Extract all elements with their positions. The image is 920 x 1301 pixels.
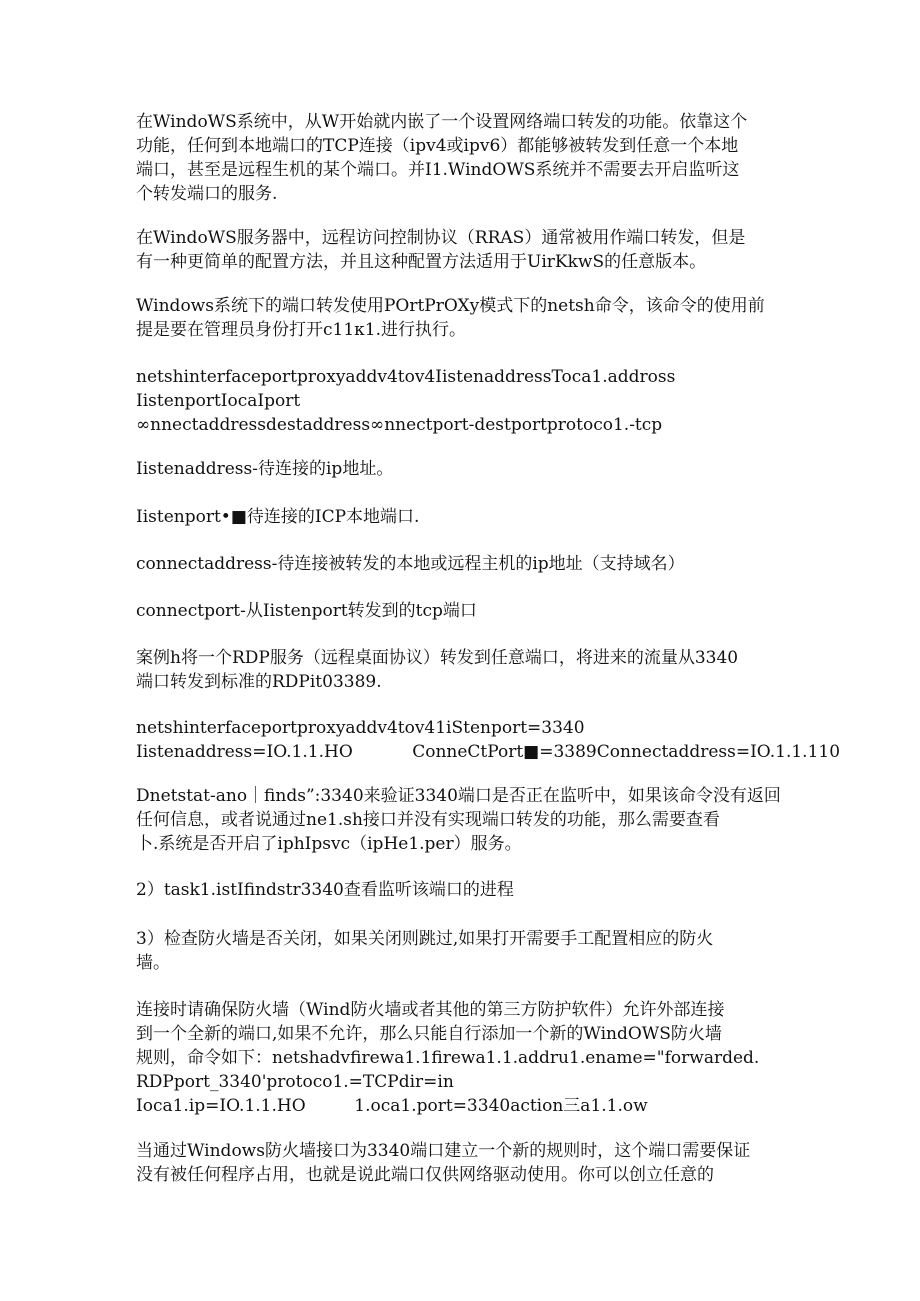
- text-line: 卜.系统是否开启了iphIpsvc（ipHe1.per）服务。: [136, 834, 522, 854]
- text-line: Iistenaddress-待连接的ip地址。: [136, 459, 394, 479]
- text-line: 2）task1.istIfindstr3340查看监听该端口的进程: [136, 880, 514, 900]
- text-line: 有一种更简单的配置方法，并且这种配置方法适用于UirKkwS的任意版本。: [136, 252, 707, 272]
- code-line: IistenportIocaIport: [136, 391, 301, 411]
- text-line: Windows系统下的端口转发使用POrtPrOXy模式下的netsh命令，该命令的使用前: [136, 296, 765, 316]
- code-line: Iistenaddress=IO.1.1.HO ConneCtPort■=3389Connectaddress=IO.1.1.110: [136, 742, 841, 762]
- text-line: 墙。: [136, 953, 170, 973]
- text-line: 没有被任何程序占用，也就是说此端口仅供网络驱动使用。你可以创立任意的: [136, 1165, 714, 1185]
- text-line: 任何信息，或者说通过ne1.sh接口并没有实现端口转发的功能，那么需要查看: [136, 810, 720, 830]
- text-line: Iistenport•■待连接的ICP本地端口.: [136, 507, 420, 527]
- text-line: 在WindoWS服务器中，远程访问控制协议（RRAS）通常被用作端口转发，但是: [136, 228, 746, 248]
- text-line: 个转发端口的服务.: [136, 184, 278, 204]
- text-line: 到一个全新的端口,如果不允许，那么只能自行添加一个新的WindOWS防火墙: [136, 1024, 722, 1044]
- text-line: connectport-从Iistenport转发到的tcp端口: [136, 601, 477, 621]
- code-line: netshinterfaceportproxyaddv4tov4IistenaddressToca1.addross: [136, 367, 676, 387]
- text-line: 当通过Windows防火墙接口为3340端口建立一个新的规则时，这个端口需要保证: [136, 1141, 751, 1161]
- text-line: 在WindoWS系统中，从W开始就内嵌了一个设置网络端口转发的功能。依靠这个: [136, 112, 748, 132]
- text-line: 案例h将一个RDP服务（远程桌面协议）转发到任意端口，将进来的流量从3340: [136, 648, 739, 668]
- text-line: 端口，甚至是远程生机的某个端口。并I1.WindOWS系统并不需要去开启监听这: [136, 160, 740, 180]
- code-line: Ioca1.ip=IO.1.1.HO 1.oca1.port=3340action三a1.1.ow: [136, 1096, 648, 1116]
- text-line: 功能，任何到本地端口的TCP连接（ipv4或ipv6）都能够被转发到任意一个本地: [136, 136, 739, 156]
- text-line: 3）检查防火墙是否关闭，如果关闭则跳过,如果打开需要手工配置相应的防火: [136, 929, 714, 949]
- code-line: netshinterfaceportproxyaddv4tov41iStenport=3340: [136, 718, 585, 738]
- text-line: 连接时请确保防火墙（Wind防火墙或者其他的第三方防护软件）允许外部连接: [136, 1000, 725, 1020]
- text-line: connectaddress-待连接被转发的本地或远程主机的ip地址（支持域名）: [136, 554, 685, 574]
- code-line: ∞nnectaddressdestaddress∞nnectport-destportprotoco1.-tcp: [136, 415, 663, 435]
- text-line: 规则，命令如下：netshadvfirewa1.1firewa1.1.addru1.ename="forwarded.: [136, 1048, 760, 1068]
- text-line: 提是要在管理员身份打开c11κ1.进行执行。: [136, 320, 466, 340]
- code-line: RDPport_3340'protoco1.=TCPdir=in: [136, 1072, 454, 1092]
- text-line: Dnetstat-ano｜finds”:3340来验证3340端口是否正在监听中，如果该命令没有返回: [136, 786, 781, 806]
- text-line: 端口转发到标准的RDPit03389.: [136, 672, 382, 692]
